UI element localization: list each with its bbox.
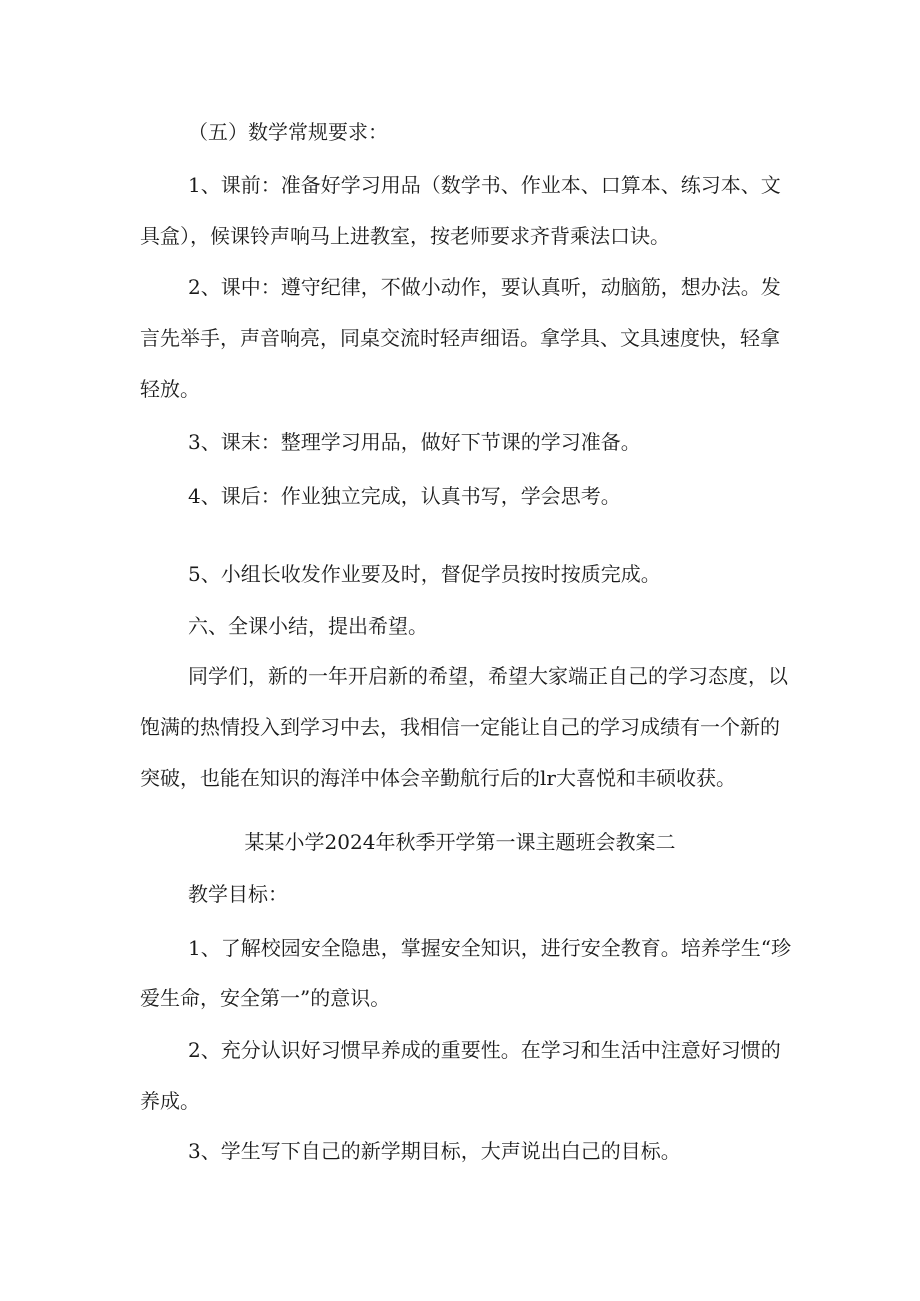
text-line: 六、全课小结，提出希望。 — [188, 614, 428, 638]
text-line: 教学目标： — [188, 882, 288, 906]
text-line: 2、课中：遵守纪律，不做小动作，要认真听，动脑筋，想办法。发 — [188, 275, 781, 299]
text-line: 1、了解校园安全隐患，掌握安全知识，进行安全教育。培养学生“珍 — [188, 936, 791, 960]
text-line: 爱生命，安全第一”的意识。 — [140, 986, 391, 1010]
text-line: 言先举手，声音响亮，同桌交流时轻声细语。拿学具、文具速度快，轻拿 — [140, 326, 780, 350]
text-line: 轻放。 — [140, 377, 200, 401]
text-line: 突破，也能在知识的海洋中体会辛勤航行后的lr大喜悦和丰硕收获。 — [140, 766, 736, 790]
text-line: （五）数学常规要求： — [188, 120, 388, 144]
text-line: 3、学生写下自己的新学期目标，大声说出白己的目标。 — [188, 1139, 681, 1163]
text-line: 具盒），候课铃声响马上进教室，按老师要求齐背乘法口诀。 — [140, 224, 670, 248]
text-line: 3、课末：整理学习用品，做好下节课的学习准备。 — [188, 430, 641, 454]
text-line: 4、课后：作业独立完成，认真书写，学会思考。 — [188, 484, 621, 508]
text-line: 2、充分认识好习惯早养成的重要性。在学习和生活中注意好习惯的 — [188, 1038, 781, 1062]
text-line: 1、课前：准备好学习用品（数学书、作业本、口算本、练习本、文 — [188, 173, 781, 197]
text-line: 养成。 — [140, 1089, 200, 1113]
text-line: 饱满的热情投入到学习中去，我相信一定能让自己的学习成绩有一个新的 — [140, 715, 780, 739]
document-title: 某某小学2024年秋季开学第一课主题班会教案二 — [244, 830, 676, 854]
text-line: 5、小组长收发作业要及时，督促学员按时按质完成。 — [188, 562, 661, 586]
text-line: 同学们，新的一年开启新的希望，希望大家端正自己的学习态度，以 — [188, 664, 788, 688]
